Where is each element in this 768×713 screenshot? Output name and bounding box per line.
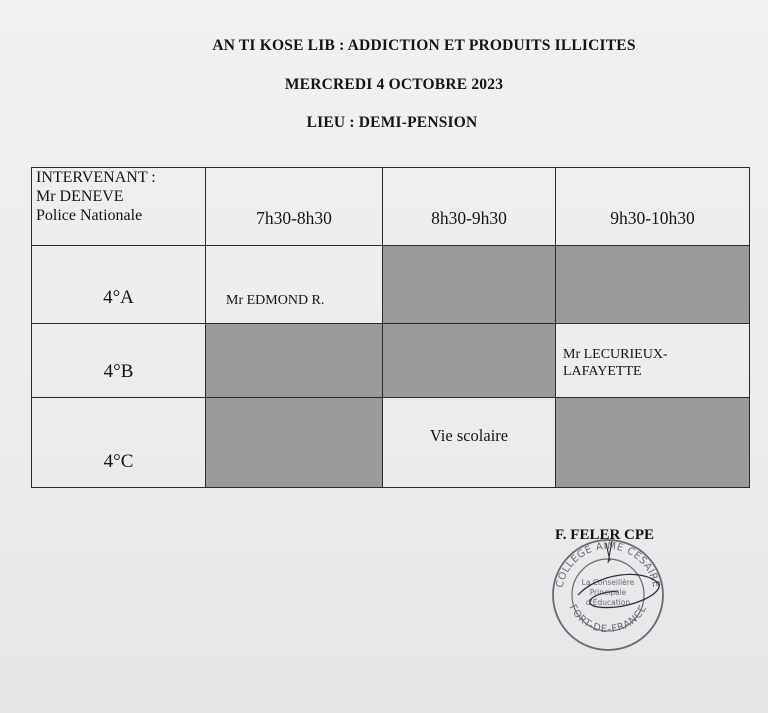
shaded-cell [383, 324, 556, 398]
cell-4a-slot-1: Mr EDMOND R. [206, 246, 383, 324]
class-label: 4°A [32, 246, 206, 324]
intervenant-name: Mr DENEVE [36, 188, 124, 205]
class-label: 4°B [32, 324, 206, 398]
document-location: LIEU : DEMI-PENSION [306, 114, 478, 131]
document-title: AN TI KOSE LIB : ADDICTION ET PRODUITS ILLICITES [212, 37, 636, 54]
time-slot-1: 7h30-8h30 [206, 168, 383, 246]
intervenant-label: INTERVENANT : [36, 169, 156, 186]
document-date: MERCREDI 4 OCTOBRE 2023 [284, 76, 504, 93]
table-row [32, 398, 750, 488]
intervenant-organization: Police Nationale [36, 207, 143, 224]
svg-text:COLLÈGE AIMÉ CÉSAIRE: COLLÈGE AIMÉ CÉSAIRE [554, 540, 662, 589]
time-slot-3: 9h30-10h30 [556, 168, 750, 246]
class-label: 4°C [32, 398, 206, 488]
table-row [32, 324, 750, 398]
svg-text:FORT-DE-FRANCE: FORT-DE-FRANCE [566, 603, 650, 636]
table-row [32, 246, 750, 324]
schedule-table [31, 167, 750, 488]
svg-text:La Conseillère: La Conseillère [581, 578, 635, 587]
shaded-cell [383, 246, 556, 324]
cell-4b-line-1: Mr LECURIEUX- [563, 347, 668, 362]
official-stamp-icon [548, 533, 668, 653]
cell-4b-line-2: LAFAYETTE [563, 364, 642, 379]
intervenant-cell [32, 168, 206, 246]
table-header-row [32, 168, 750, 246]
cell-4b-slot-3 [556, 324, 750, 398]
svg-text:d'Éducation: d'Éducation [585, 598, 631, 607]
shaded-cell [206, 324, 383, 398]
shaded-cell [556, 246, 750, 324]
cell-4c-slot-2: Vie scolaire [383, 398, 556, 488]
svg-text:Principale: Principale [589, 588, 627, 597]
shaded-cell [206, 398, 383, 488]
time-slot-2: 8h30-9h30 [383, 168, 556, 246]
signer-name: F. FELER CPE [555, 527, 655, 543]
shaded-cell [556, 398, 750, 488]
